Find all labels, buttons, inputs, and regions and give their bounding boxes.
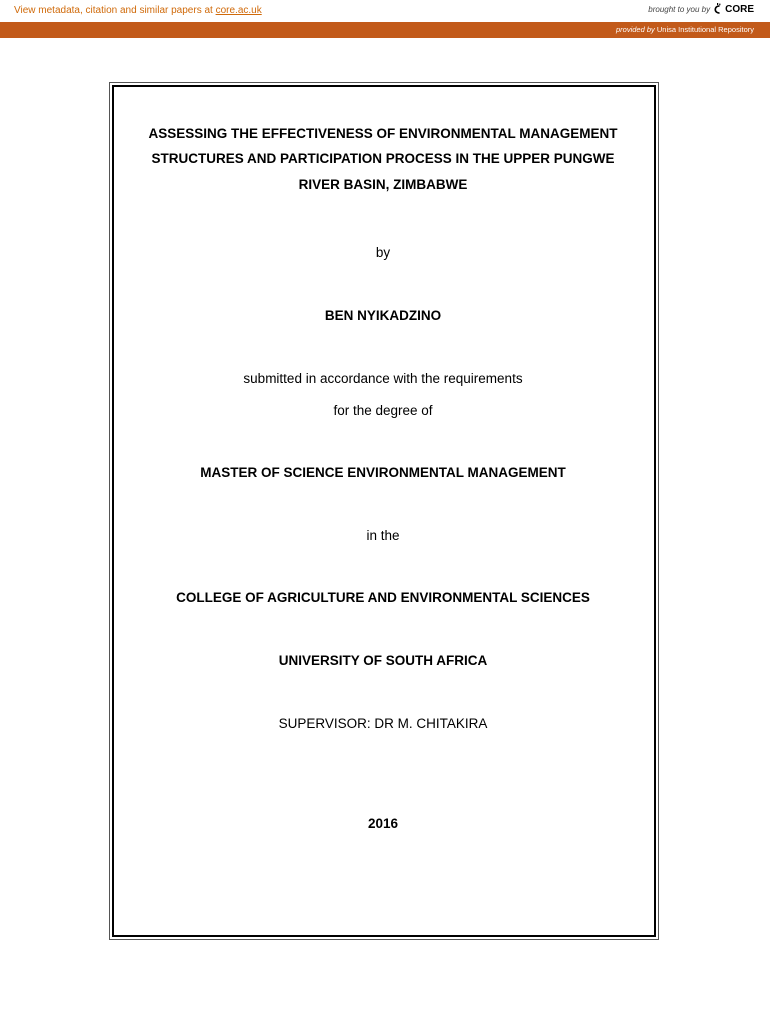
author-name: BEN NYIKADZINO — [324, 308, 442, 323]
metadata-notice — [14, 5, 262, 16]
core-header — [0, 0, 770, 22]
title-page-inner-border — [112, 85, 656, 937]
brought-by-text: brought to you by — [648, 4, 711, 14]
supervisor-line: SUPERVISOR: DR M. CHITAKIRA — [278, 716, 488, 731]
provider-bar — [0, 22, 770, 38]
by-label: by — [375, 245, 391, 260]
provided-prefix: provided by — [615, 25, 655, 34]
provided-repo: Unisa Institutional Repository — [656, 25, 754, 34]
submission-year: 2016 — [367, 816, 399, 831]
college-name: COLLEGE OF AGRICULTURE AND ENVIRONMENTAL SCIENCES — [176, 590, 590, 605]
submitted-line-1: submitted in accordance with the requirements — [243, 371, 523, 386]
metadata-text: View metadata, citation and similar papers at — [14, 5, 216, 16]
provided-by — [616, 25, 754, 34]
thesis-title-line-2: STRUCTURES AND PARTICIPATION PROCESS IN THE UPPER PUNGWE — [151, 151, 615, 166]
in-the-label: in the — [366, 528, 400, 543]
degree-name: MASTER OF SCIENCE ENVIRONMENTAL MANAGEMENT — [200, 465, 566, 480]
brought-by-core[interactable] — [648, 3, 754, 15]
thesis-title-line-3: RIVER BASIN, ZIMBABWE — [298, 177, 468, 192]
title-page-frame — [109, 82, 659, 940]
university-name: UNIVERSITY OF SOUTH AFRICA — [278, 653, 488, 668]
core-brand: CORE — [725, 3, 754, 15]
core-link[interactable]: core.ac.uk — [215, 5, 262, 16]
core-logo-icon — [713, 3, 722, 15]
thesis-title-line-1: ASSESSING THE EFFECTIVENESS OF ENVIRONMENTAL MANAGEMENT — [148, 126, 618, 141]
submitted-line-2: for the degree of — [333, 403, 433, 418]
